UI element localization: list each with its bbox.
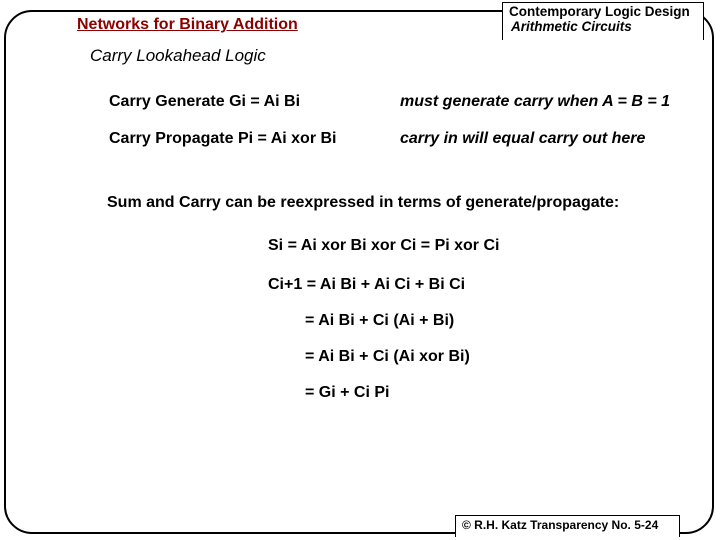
carry-generate-note: must generate carry when A = B = 1 — [400, 93, 671, 110]
chapter-subtitle: Arithmetic Circuits — [511, 19, 632, 34]
carry-equation: Ci+1 = Ai Bi + Ai Ci + Bi Ci — [268, 276, 466, 293]
carry-propagate-definition: Carry Propagate Pi = Ai xor Bi — [109, 130, 337, 147]
intro-text: Sum and Carry can be reexpressed in terms of generate/propagate: — [107, 194, 620, 211]
carry-step-1: = Ai Bi + Ci (Ai + Bi) — [305, 312, 455, 329]
carry-step-2: = Ai Bi + Ci (Ai xor Bi) — [305, 348, 470, 365]
course-title: Contemporary Logic Design — [509, 4, 690, 19]
carry-propagate-note: carry in will equal carry out here — [400, 130, 646, 147]
footer-credit: © R.H. Katz Transparency No. 5-24 — [462, 518, 659, 532]
slide-frame — [4, 10, 714, 534]
sum-equation: Si = Ai xor Bi xor Ci = Pi xor Ci — [268, 237, 500, 254]
slide-heading: Carry Lookahead Logic — [90, 46, 266, 65]
topic-title: Networks for Binary Addition — [77, 16, 298, 33]
carry-generate-definition: Carry Generate Gi = Ai Bi — [109, 93, 301, 110]
carry-step-3: = Gi + Ci Pi — [305, 384, 390, 401]
